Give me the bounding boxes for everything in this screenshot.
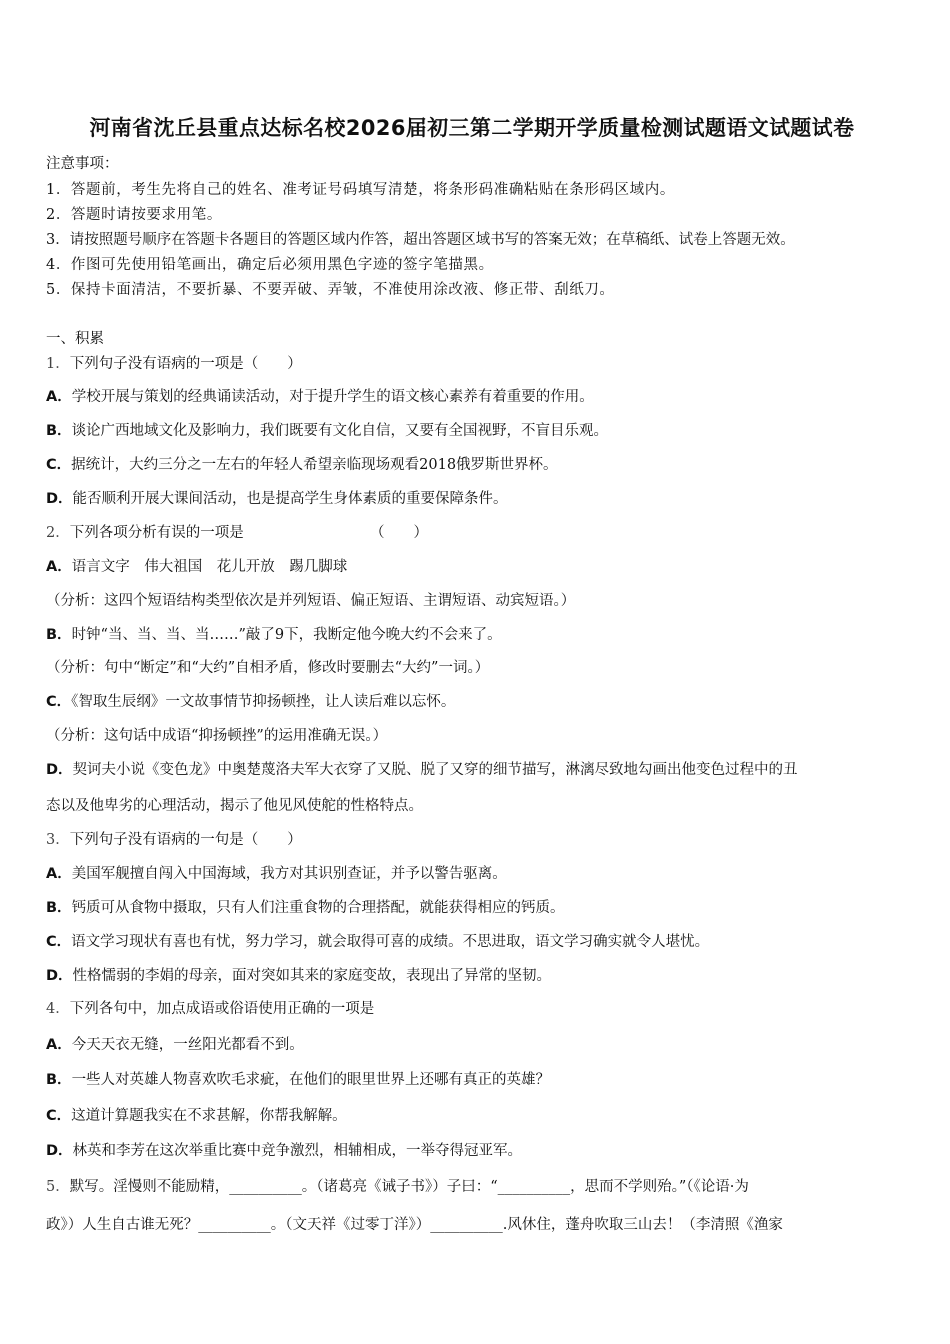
q4-option-a xyxy=(46,1033,304,1054)
question-number: 5． xyxy=(46,1179,70,1195)
question-stem: 下列句子没有语病的一项是（ ） xyxy=(69,356,302,372)
q3-option-a xyxy=(46,862,507,883)
q1-option-c xyxy=(46,453,558,474)
q1-option-d xyxy=(46,487,508,508)
option-text: 林英和李芳在这次举重比赛中竞争激烈，相辅相成，一举夺得冠亚军。 xyxy=(72,1143,523,1159)
option-label: B． xyxy=(46,627,72,643)
q2-option-c xyxy=(46,690,455,711)
question-text: 默写。淫慢则不能励精，__________。（诸葛亮《诫子书》）子曰：“__________，思而不学则殆。”（《论语·为 xyxy=(69,1179,749,1195)
option-label: B． xyxy=(46,423,72,439)
notice-item: 4．作图可先使用铅笔画出，确定后必须用黑色字迹的签字笔描黑。 xyxy=(46,257,494,273)
notice-item: 2．答题时请按要求用笔。 xyxy=(46,207,222,223)
option-label: D． xyxy=(46,1143,73,1159)
q2-option-a xyxy=(46,555,347,576)
option-text: 钙质可从食物中摄取，只有人们注重食物的合理搭配，就能获得相应的钙质。 xyxy=(71,900,565,916)
q2-option-b-analysis: （分析：句中“断定”和“大约”自相矛盾，修改时要删去“大约”一词。） xyxy=(46,660,490,676)
q2-option-c-analysis: （分析：这句话中成语“抑扬顿挫”的运用准确无误。） xyxy=(46,728,388,744)
q4-option-b xyxy=(46,1068,550,1089)
q2-option-d-continued: 态以及他卑劣的心理活动，揭示了他见风使舵的性格特点。 xyxy=(46,798,423,814)
option-text: 语言文字 伟大祖国 花儿开放 踢几脚球 xyxy=(71,559,348,575)
option-text: 今天天衣无缝，一丝阳光都看不到。 xyxy=(71,1037,304,1053)
option-text: 能否顺利开展大课间活动，也是提高学生身体素质的重要保障条件。 xyxy=(72,491,508,507)
question-1 xyxy=(46,352,302,373)
option-text: 一些人对英雄人物喜欢吹毛求疵，在他们的眼里世界上还哪有真正的英雄？ xyxy=(71,1072,551,1088)
question-3 xyxy=(46,828,302,849)
option-label: C． xyxy=(46,694,72,710)
option-label: B． xyxy=(46,900,72,916)
q3-option-b xyxy=(46,896,565,917)
option-label: D． xyxy=(46,491,73,507)
question-number: 3． xyxy=(46,832,70,848)
question-4 xyxy=(46,997,374,1018)
option-text: 性格懦弱的李娟的母亲，面对突如其来的家庭变故，表现出了异常的坚韧。 xyxy=(72,968,552,984)
notice-item: 1．答题前，考生先将自己的姓名、准考证号码填写清楚，将条形码准确粘贴在条形码区域内。 xyxy=(46,182,675,198)
question-stem: 下列句子没有语病的一句是（ ） xyxy=(69,832,302,848)
option-text: 《智取生辰纲》一文故事情节抑扬顿挫，让人读后难以忘怀。 xyxy=(71,694,456,710)
option-label: C． xyxy=(46,457,72,473)
option-text: 语文学习现状有喜也有忧，努力学习，就会取得可喜的成绩。不思进取，语文学习确实就令人堪忧。 xyxy=(71,934,710,950)
section-heading: 一、积累 xyxy=(46,331,104,347)
option-text: 据统计，大约三分之一左右的年轻人希望亲临现场观看2018俄罗斯世界杯。 xyxy=(71,457,558,473)
option-label: C． xyxy=(46,934,72,950)
answer-parentheses: （ ） xyxy=(370,525,428,541)
question-number: 2． xyxy=(46,525,70,541)
option-label: A． xyxy=(46,389,72,405)
q4-option-c xyxy=(46,1104,347,1125)
question-stem: 下列各项分析有误的一项是 xyxy=(69,525,244,541)
option-text: 美国军舰擅自闯入中国海域，我方对其识别查证，并予以警告驱离。 xyxy=(71,866,507,882)
option-text: 时钟“当、当、当、当……”敲了9下，我断定他今晚大约不会来了。 xyxy=(71,627,502,643)
q2-option-b xyxy=(46,623,502,644)
page-title: 河南省沈丘县重点达标名校2026届初三第二学期开学质量检测试题语文试题试卷 xyxy=(89,116,855,140)
q4-option-d xyxy=(46,1139,522,1160)
q3-option-d xyxy=(46,964,551,985)
option-label: A． xyxy=(46,1037,72,1053)
option-label: C． xyxy=(46,1108,72,1124)
option-text: 契诃夫小说《变色龙》中奥楚蔑洛夫军大衣穿了又脱、脱了又穿的细节描写，淋漓尽致地勾画出他变色过程中的丑 xyxy=(72,762,798,778)
question-stem: 下列各句中，加点成语或俗语使用正确的一项是 xyxy=(69,1001,375,1017)
option-text: 谈论广西地域文化及影响力，我们既要有文化自信，又要有全国视野，不盲目乐观。 xyxy=(71,423,609,439)
q1-option-b xyxy=(46,419,608,440)
q2-option-a-analysis: （分析：这四个短语结构类型依次是并列短语、偏正短语、主谓短语、动宾短语。） xyxy=(46,593,576,609)
option-label: B． xyxy=(46,1072,72,1088)
option-label: A． xyxy=(46,559,72,575)
question-5 xyxy=(46,1175,749,1196)
option-label: A． xyxy=(46,866,72,882)
question-number: 1． xyxy=(46,356,70,372)
question-number: 4． xyxy=(46,1001,70,1017)
question-5-continued: 政》）人生自古谁无死？__________。（文天祥《过零丁洋》）__________.风休住，蓬舟吹取三山去！（李清照《渔家 xyxy=(46,1217,783,1233)
option-label: D． xyxy=(46,762,73,778)
question-2 xyxy=(46,521,244,542)
option-label: D． xyxy=(46,968,73,984)
option-text: 这道计算题我实在不求甚解，你帮我解解。 xyxy=(71,1108,347,1124)
notice-heading: 注意事项： xyxy=(46,156,119,172)
notice-item: 3．请按照题号顺序在答题卡各题目的答题区域内作答，超出答题区域书写的答案无效；在草稿纸、试卷上答题无效。 xyxy=(46,232,795,248)
q1-option-a xyxy=(46,385,594,406)
q2-option-d xyxy=(46,758,798,779)
option-text: 学校开展与策划的经典诵读活动，对于提升学生的语文核心素养有着重要的作用。 xyxy=(71,389,594,405)
q3-option-c xyxy=(46,930,709,951)
notice-item: 5．保持卡面清洁，不要折暴、不要弄破、弄皱，不准使用涂改液、修正带、刮纸刀。 xyxy=(46,282,615,298)
